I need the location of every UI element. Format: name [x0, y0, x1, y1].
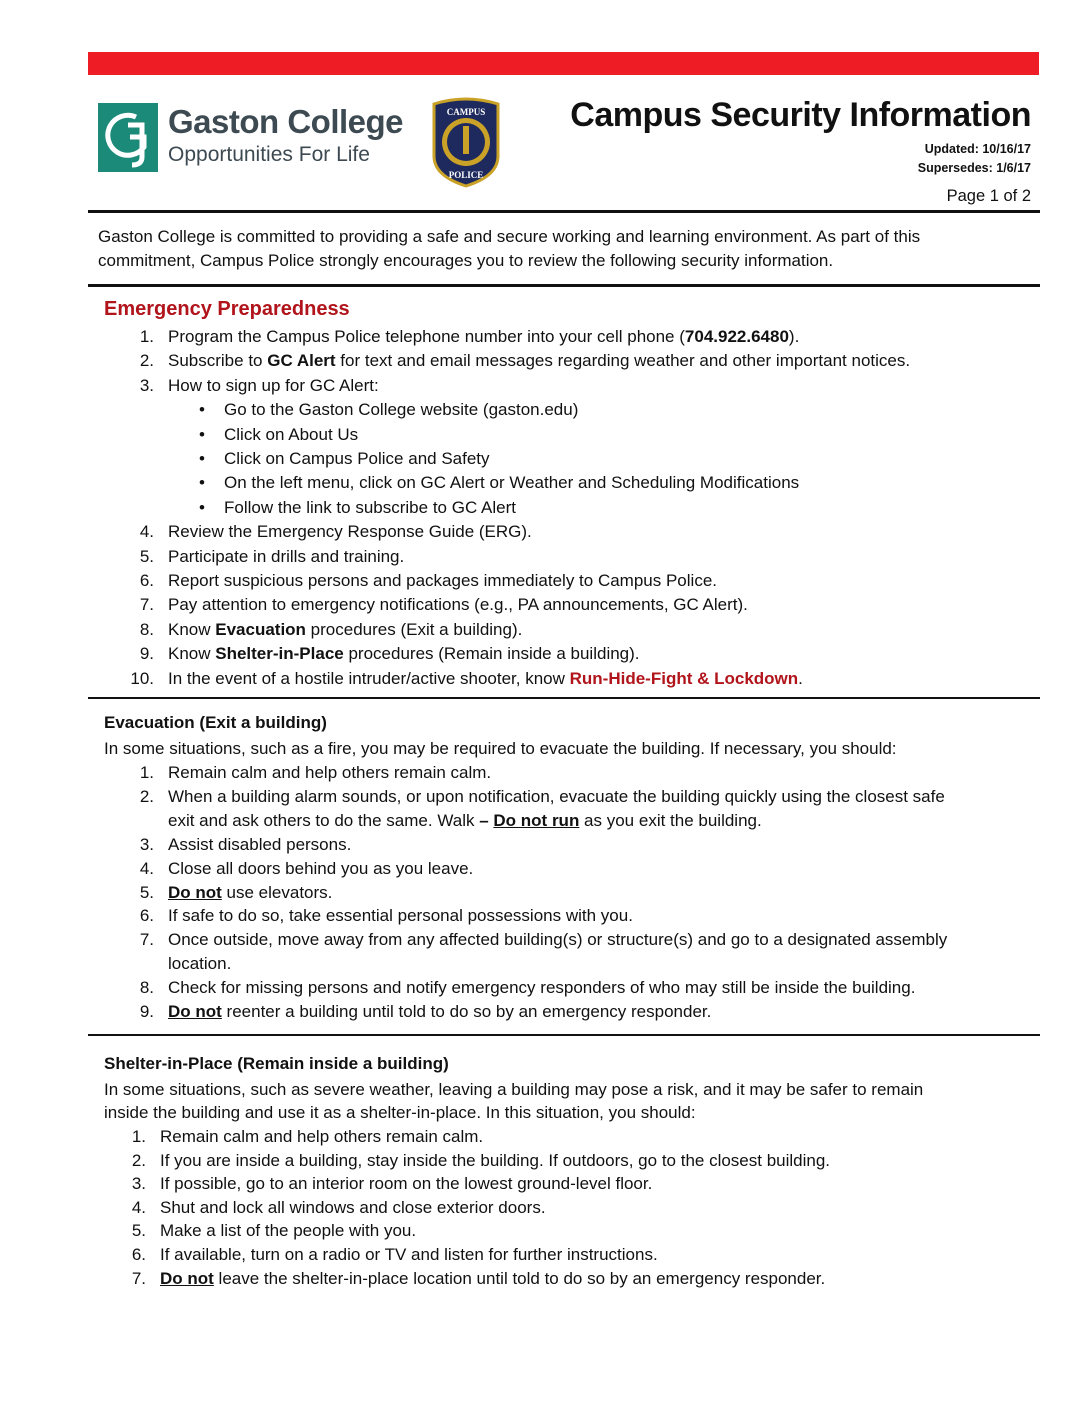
- list-item: [168, 569, 717, 593]
- list-number: 5.: [139, 546, 154, 566]
- intro-paragraph: Gaston College is committed to providing a safe and secure working and learning environment. As part of this commitment, Campus Police strongly encourages you to review the following security information.: [98, 227, 921, 270]
- list-number: 1.: [139, 327, 154, 346]
- list-item-text: How to sign up for GC Alert:: [168, 375, 379, 395]
- list-item-text: Review the Emergency Response Guide (ERG).: [168, 522, 532, 542]
- list-item-text: Make a list of the people with you.: [160, 1221, 417, 1241]
- gaston-college-logo-icon: [98, 103, 158, 172]
- top-accent-bar: [88, 52, 1039, 75]
- list-number: 1.: [139, 763, 154, 782]
- campus-police-badge-icon: [428, 96, 504, 188]
- list-item-underline: Do not: [168, 1002, 222, 1021]
- list-item-text: Check for missing persons and notify emergency responders of who may still be inside the building.: [168, 978, 916, 998]
- list-item: [168, 761, 491, 785]
- list-number: 3.: [139, 375, 154, 395]
- signup-step: [224, 471, 799, 495]
- list-item: [168, 349, 910, 373]
- shelter-intro-line1: In some situations, such as severe weather, leaving a building may pose a risk, and it may be safer to remain: [104, 1080, 924, 1099]
- list-item: [168, 374, 379, 398]
- signup-step: [224, 496, 516, 520]
- list-item-text: as you exit the building.: [579, 810, 762, 830]
- list-number: 1.: [131, 1127, 146, 1146]
- list-number: 6.: [139, 571, 154, 590]
- list-item-text: Report suspicious persons and packages immediately to Campus Police.: [168, 571, 717, 590]
- list-item-text: for text and email messages regarding weather and other important notices.: [335, 351, 911, 371]
- evacuation-intro: In some situations, such as a fire, you may be required to evacuate the building. If necessary, you should:: [104, 739, 897, 758]
- list-number: 2.: [131, 1150, 146, 1170]
- list-item: [168, 857, 473, 881]
- signup-step-text: Follow the link to subscribe to GC Alert: [224, 497, 516, 517]
- list-item: [168, 904, 633, 928]
- list-item-text: Subscribe to: [168, 351, 268, 371]
- list-item-text: If possible, go to an interior room on the lowest ground-level floor.: [160, 1174, 653, 1194]
- list-item-dash: –: [479, 810, 489, 830]
- list-item-bold: 704.922.6480: [684, 327, 789, 346]
- signup-step-text: Go to the Gaston College website (gaston.edu): [224, 400, 579, 420]
- logo-name: Gaston College: [168, 103, 404, 140]
- list-item-text: Know: [168, 619, 216, 639]
- list-item-text: Assist disabled persons.: [168, 834, 352, 854]
- list-item-text: Remain calm and help others remain calm.: [168, 763, 492, 782]
- list-item-text: Know: [168, 644, 216, 664]
- list-number: 5.: [139, 882, 154, 902]
- page-number: Page 1 of 2: [946, 187, 1031, 205]
- list-item-text: Once outside, move away from any affected building(s) or structure(s) and go to a designated assembly: [168, 930, 948, 950]
- bullet-icon: •: [199, 424, 205, 444]
- list-item-text: If available, turn on a radio or TV and listen for further instructions.: [160, 1245, 658, 1264]
- logo-tagline: Opportunities For Life: [168, 143, 370, 166]
- list-item-text: procedures (Remain inside a building).: [343, 644, 640, 664]
- bullet-icon: •: [199, 473, 205, 493]
- list-item-text: .: [798, 668, 803, 688]
- updated-date: Updated: 10/16/17: [924, 142, 1031, 156]
- list-item-text: exit and ask others to do the same. Walk: [168, 810, 480, 830]
- list-item-text: When a building alarm sounds, or upon notification, evacuate the building quickly using the closest safe: [168, 786, 945, 806]
- list-number: 7.: [131, 1268, 146, 1288]
- list-item: [160, 1196, 546, 1220]
- list-item: [160, 1243, 658, 1267]
- signup-step: [224, 423, 358, 447]
- list-item-text: If safe to do so, take essential personal possessions with you.: [168, 906, 633, 926]
- list-number: 6.: [139, 906, 154, 926]
- list-number: 4.: [139, 522, 154, 542]
- list-item-underline: Do not run: [493, 810, 580, 830]
- list-item: [160, 1267, 825, 1291]
- signup-step-text: On the left menu, click on GC Alert or Weather and Scheduling Modifications: [224, 473, 800, 493]
- supersedes-date: Supersedes: 1/6/17: [917, 161, 1031, 175]
- list-item: [160, 1219, 416, 1243]
- signup-step: [224, 398, 578, 422]
- signup-step-text: Click on About Us: [224, 424, 359, 444]
- list-number: 9.: [139, 644, 154, 664]
- badge-bottom-text: POLICE: [448, 170, 484, 180]
- list-number: 3.: [131, 1174, 146, 1194]
- list-item-continued: [168, 809, 762, 833]
- list-item-underline: Do not: [168, 882, 222, 902]
- emergency-preparedness-heading: Emergency Preparedness: [104, 298, 350, 320]
- shelter-intro-line2: inside the building and use it as a shelter-in-place. In this situation, you should:: [104, 1103, 696, 1122]
- bullet-icon: •: [199, 497, 205, 517]
- list-item: [168, 642, 640, 666]
- list-item-continued: [168, 952, 231, 976]
- list-number: 7.: [139, 595, 154, 615]
- list-item-underline: Do not: [160, 1268, 214, 1288]
- list-item-text: ).: [788, 327, 800, 346]
- list-item: [168, 545, 404, 569]
- list-item-text: Shut and lock all windows and close exterior doors.: [160, 1197, 546, 1217]
- list-item-text: In the event of a hostile intruder/active shooter, know: [168, 668, 570, 688]
- list-item-text: Pay attention to emergency notifications (e.g., PA announcements, GC Alert).: [168, 595, 748, 615]
- list-item-text: Close all doors behind you as you leave.: [168, 858, 474, 878]
- list-number: 8.: [139, 619, 154, 639]
- list-number: 4.: [131, 1197, 146, 1217]
- bullet-icon: •: [199, 400, 205, 420]
- divider: [88, 1034, 1040, 1036]
- list-item-text: If you are inside a building, stay inside the building. If outdoors, go to the closest building.: [160, 1150, 831, 1170]
- list-item-text: leave the shelter-in-place location until told to do so by an emergency responder.: [213, 1268, 826, 1288]
- list-item: [168, 881, 332, 905]
- badge-top-text: CAMPUS: [446, 107, 486, 117]
- list-item: [168, 667, 803, 691]
- list-item: [160, 1172, 652, 1196]
- bullet-icon: •: [199, 449, 205, 468]
- divider: [88, 210, 1040, 213]
- list-item: [168, 928, 947, 952]
- list-item: [168, 976, 915, 1000]
- list-number: 2.: [139, 786, 154, 806]
- shelter-heading: Shelter-in-Place (Remain inside a building): [104, 1054, 449, 1073]
- list-number: 3.: [139, 834, 154, 854]
- list-item-text: reenter a building until told to do so by an emergency responder.: [221, 1002, 712, 1021]
- list-item-text: use elevators.: [221, 882, 333, 902]
- list-item-bold: Shelter-in-Place: [215, 644, 344, 664]
- list-number: 5.: [131, 1221, 146, 1241]
- list-number: 7.: [139, 930, 154, 950]
- list-item: [160, 1149, 830, 1173]
- list-number: 2.: [139, 351, 154, 371]
- list-item: [168, 1000, 711, 1024]
- list-number: 8.: [139, 978, 154, 998]
- list-item: [160, 1125, 483, 1149]
- list-item-text: location.: [168, 954, 232, 974]
- evacuation-heading: Evacuation (Exit a building): [104, 713, 327, 732]
- list-item-text: Participate in drills and training.: [168, 546, 405, 566]
- list-item-emphasis: Run-Hide-Fight & Lockdown: [569, 668, 799, 688]
- list-number: 4.: [139, 858, 154, 878]
- list-item: [168, 618, 522, 642]
- list-item-text: Remain calm and help others remain calm.: [160, 1127, 484, 1146]
- list-item-bold: GC Alert: [267, 351, 336, 371]
- signup-step: [224, 447, 490, 471]
- list-number: 10.: [130, 668, 154, 688]
- list-item-text: Program the Campus Police telephone number into your cell phone (: [168, 327, 685, 346]
- document-title: Campus Security Information: [570, 96, 1031, 134]
- signup-step-text: Click on Campus Police and Safety: [224, 449, 490, 468]
- list-item: [168, 325, 799, 349]
- list-number: 9.: [139, 1002, 154, 1021]
- divider: [88, 284, 1040, 287]
- list-item: [168, 520, 532, 544]
- divider: [88, 697, 1040, 699]
- list-item: [168, 785, 945, 809]
- list-number: 6.: [131, 1245, 146, 1264]
- list-item: [168, 833, 351, 857]
- list-item-text: procedures (Exit a building).: [305, 619, 523, 639]
- list-item-bold: Evacuation: [215, 619, 306, 639]
- list-item: [168, 593, 748, 617]
